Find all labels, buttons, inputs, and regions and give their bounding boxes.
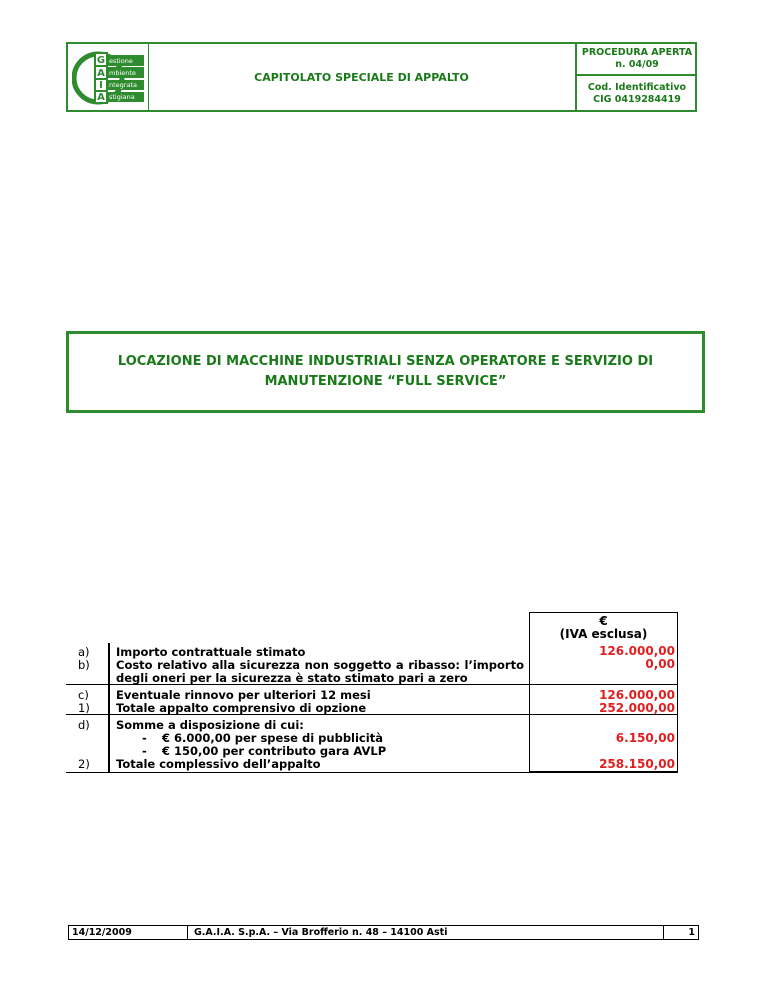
- vat-note-header: (IVA esclusa): [559, 627, 648, 641]
- row-value-c: 126.000,00: [599, 688, 675, 702]
- logo-letter-i: I: [99, 80, 103, 91]
- currency-header: €: [599, 614, 608, 628]
- subject-title-line-1: LOCAZIONE DI MACCHINE INDUSTRIALI SENZA OPERATORE E SERVIZIO DI: [117, 354, 654, 369]
- page-header: [66, 42, 697, 112]
- row-desc-1: Totale appalto comprensivo di opzione: [116, 701, 367, 715]
- footer-date: 14/12/2009: [69, 926, 188, 939]
- logo-word-3: ntegrata: [109, 81, 137, 89]
- bullet-dash: -: [142, 744, 147, 758]
- footer-company: G.A.I.A. S.p.A. – Via Brofferio n. 48 – 14100 Asti: [188, 926, 664, 939]
- document-title: CAPITOLATO SPECIALE DI APPALTO: [254, 70, 469, 84]
- row-desc-d: Somme a disposizione di cui:: [116, 718, 304, 732]
- row-value-1: 252.000,00: [599, 701, 675, 715]
- row-desc-b: Costo relativo alla sicurezza non soggetto a ribasso: l’importo: [116, 658, 524, 672]
- row-label-1: 1): [78, 701, 90, 715]
- row-desc-a: Importo contrattuale stimato: [116, 645, 306, 659]
- row-desc-c: Eventuale rinnovo per ulteriori 12 mesi: [116, 688, 371, 702]
- gaia-logo: [72, 47, 146, 109]
- row-value-b: 0,00: [645, 657, 675, 671]
- row-desc-2: Totale complessivo dell’appalto: [116, 757, 321, 771]
- subject-title-box: [66, 331, 705, 413]
- logo-word-1: estione: [109, 57, 133, 65]
- row-label-d: d): [78, 718, 90, 732]
- logo-word-4: stigiana: [109, 93, 135, 101]
- row-label-2: 2): [78, 757, 90, 771]
- row-d-sub-1: € 6.000,00 per spese di pubblicità: [162, 731, 383, 745]
- cig-code: CIG 0419284419: [593, 94, 681, 105]
- row-desc-b-cont: degli oneri per la sicurezza è stato stimato pari a zero: [116, 671, 468, 685]
- row-label-c: c): [78, 688, 89, 702]
- logo-letter-a: A: [97, 68, 105, 79]
- row-value-2: 258.150,00: [599, 757, 675, 771]
- logo-letter-g: G: [96, 55, 106, 66]
- row-label-a: a): [78, 645, 90, 659]
- header-title-cell: [148, 44, 577, 110]
- table-bottom-border: [66, 772, 678, 773]
- row-label-b: b): [78, 658, 90, 672]
- logo-cell: [68, 44, 149, 110]
- row-d-sub-2: € 150,00 per contributo gara AVLP: [162, 744, 387, 758]
- procedure-number: PROCEDURA APERTA n. 04/09: [581, 47, 693, 70]
- subject-title-line-2: MANUTENZIONE “FULL SERVICE”: [264, 374, 507, 389]
- code-label: Cod. Identificativo: [587, 82, 687, 93]
- logo-letter-a2: A: [97, 92, 105, 103]
- row-value-a: 126.000,00: [599, 644, 675, 658]
- footer-page-number: 1: [688, 927, 695, 938]
- page-footer: [68, 925, 699, 940]
- bullet-dash: -: [142, 731, 147, 745]
- logo-word-2: mbiente: [109, 69, 136, 77]
- row-value-d: 6.150,00: [615, 731, 675, 745]
- header-right-cell: [577, 44, 697, 110]
